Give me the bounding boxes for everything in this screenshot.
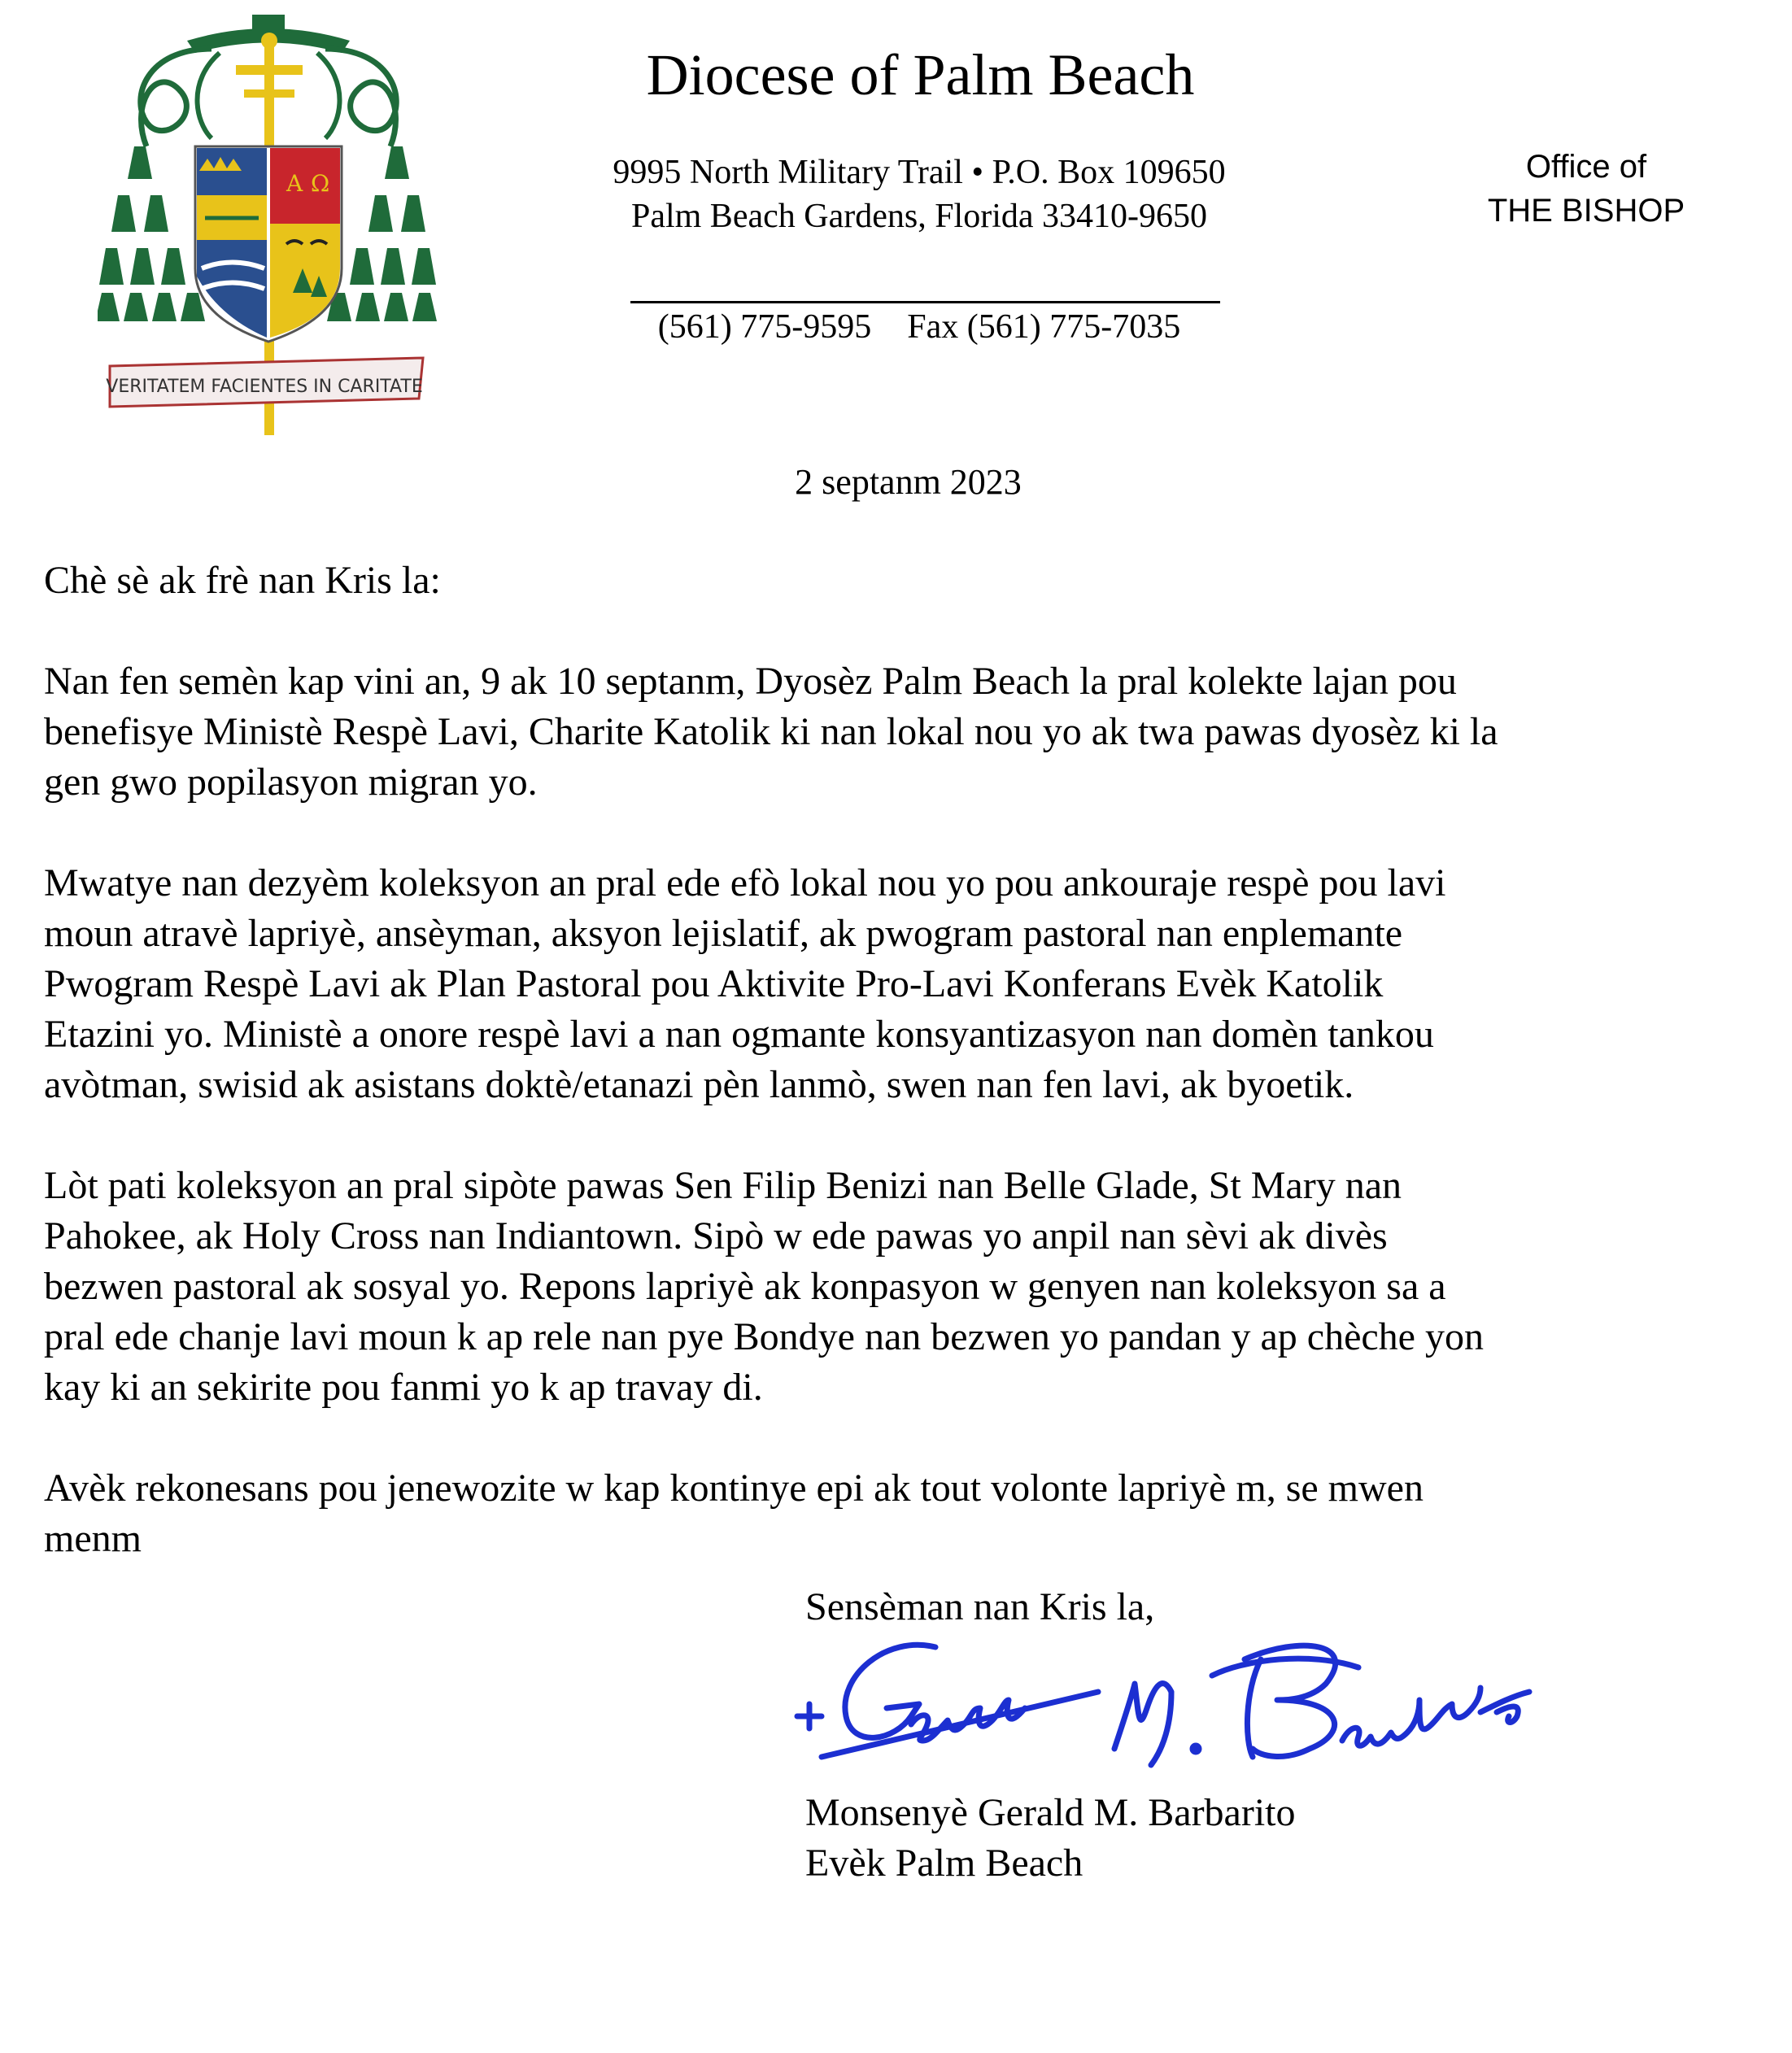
paragraph-line: avòtman, swisid ak asistans doktè/etanazi pèn lanmò, swen nan fen lavi, ak byoetik. [44,1063,1354,1106]
fax-number: Fax (561) 775-7035 [907,308,1181,346]
paragraph-line: bezwen pastoral ak sosyal yo. Repons lapriyè ak konpasyon w genyen nan koleksyon sa a [44,1265,1446,1308]
paragraph-line: Lòt pati koleksyon an pral sipòte pawas Sen Filip Benizi nan Belle Glade, St Mary nan [44,1164,1402,1207]
paragraph-line: moun atravè lapriyè, ansèyman, aksyon lejislatif, ak pwogram pastoral nan enplemante [44,912,1403,955]
paragraph-line: Pahokee, ak Holy Cross nan Indiantown. Sipò w ede pawas yo anpil nan sèvi ak divès [44,1214,1388,1258]
office-line-1: Office of [1525,149,1647,185]
paragraph-line: Avèk rekonesans pou jenewozite w kap kontinye epi ak tout volonte lapriyè m, se mwen [44,1467,1424,1510]
letter-date: 2 septanm 2023 [795,462,1022,502]
svg-text:A: A [286,170,303,197]
contact-numbers [521,305,1318,349]
address-line-1: 9995 North Military Trail • P.O. Box 109650 [613,154,1226,191]
paragraph-line: pral ede chanje lavi moun k ap rele nan pye Bondye nan bezwen yo pandan y ap chèche yon [44,1315,1484,1358]
paragraph-line: Nan fen semèn kap vini an, 9 ak 10 septanm, Dyosèz Palm Beach la pral kolekte lajan pou [44,660,1457,703]
office-line-2: THE BISHOP [1487,193,1685,229]
paragraph-2 [44,858,1752,1110]
paragraph-line: menm [44,1517,142,1560]
address-block [521,150,1318,238]
svg-text:Ω: Ω [311,170,330,197]
closing: Sensèman nan Kris la, [805,1585,1155,1628]
paragraph-line: Etazini yo. Ministè a onore respè lavi a nan ogmante konsyantizasyon nan domèn tankou [44,1013,1434,1056]
salutation-text: Chè sè ak frè nan Kris la: [44,559,441,602]
motto-text: VERITATEM FACIENTES IN CARITATE [106,377,423,397]
organization-name: Diocese of Palm Beach [646,42,1195,107]
paragraph-line: kay ki an sekirite pou fanmi yo k ap travay di. [44,1366,763,1409]
salutation [44,556,1752,606]
signer-name: Monsenyè Gerald M. Barbarito [805,1791,1296,1834]
header-divider [630,301,1220,303]
paragraph-line: gen gwo popilasyon migran yo. [44,761,538,804]
letter-body [44,556,1752,1615]
signature-icon [789,1627,1570,1789]
paragraph-3 [44,1161,1752,1413]
paragraph-line: Pwogram Respè Lavi ak Plan Pastoral pou Aktivite Pro-Lavi Konferans Evèk Katolik [44,962,1384,1005]
paragraph-line: Mwatye nan dezyèm koleksyon an pral ede efò lokal nou yo pou ankouraje respè pou lavi [44,861,1446,904]
address-line-2: Palm Beach Gardens, Florida 33410-9650 [630,198,1208,235]
paragraph-line: benefisye Ministè Respè Lavi, Charite Katolik ki nan lokal nou yo ak twa pawas dyosèz ki la [44,710,1498,753]
paragraph-1 [44,656,1752,808]
office-block [1432,145,1741,233]
paragraph-4 [44,1463,1752,1564]
signer-block [805,1788,1296,1889]
phone-number: (561) 775-9595 [657,308,872,346]
signer-title: Evèk Palm Beach [805,1842,1083,1885]
